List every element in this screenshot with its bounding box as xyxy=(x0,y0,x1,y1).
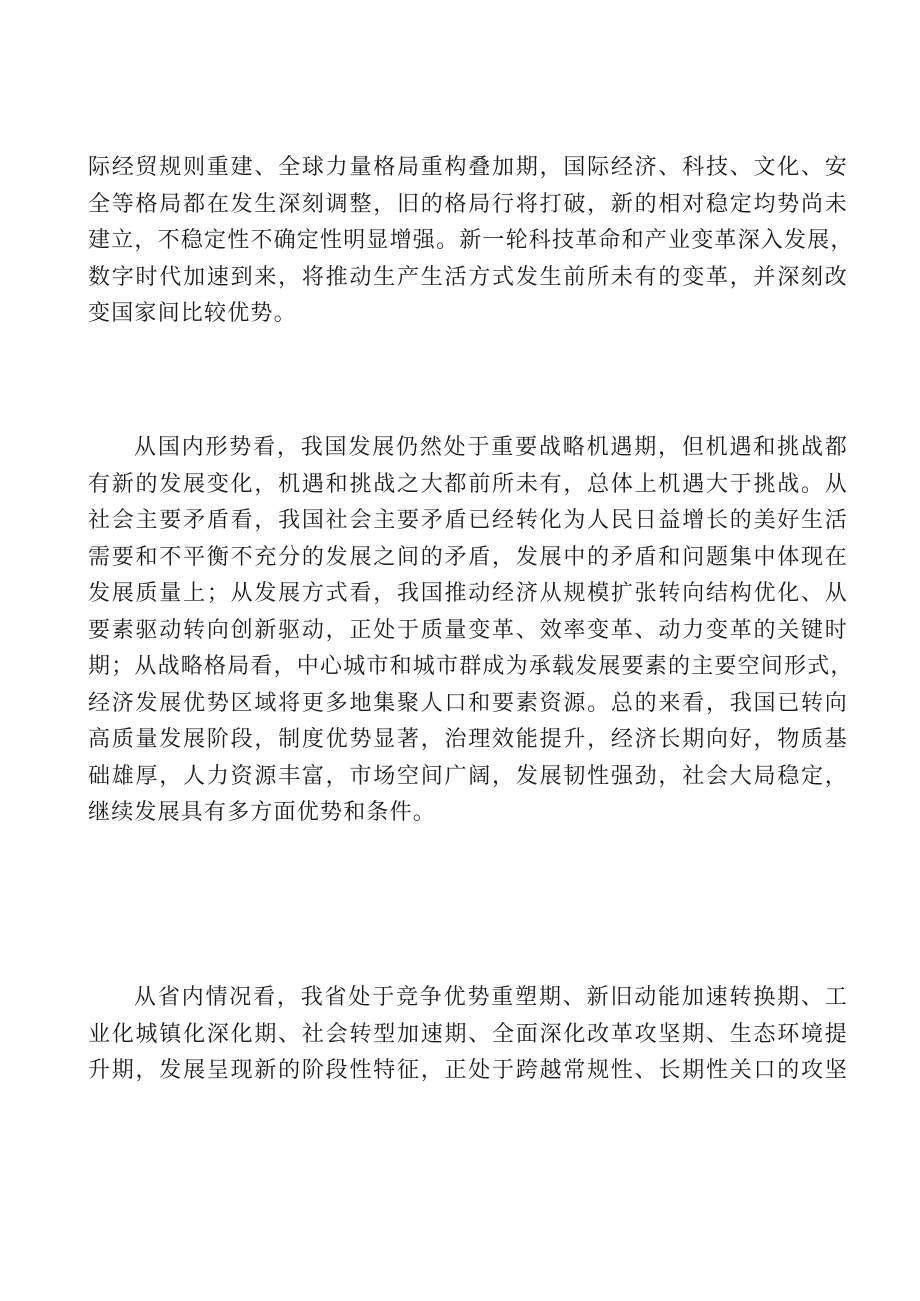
text-line: 有新的发展变化，机遇和挑战之大都前所未有，总体上机遇大于挑战。从 xyxy=(88,471,848,497)
text-line: 从省内情况看，我省处于竞争优势重塑期、新旧动能加速转换期、工 xyxy=(134,985,848,1010)
text-line: 际经贸规则重建、全球力量格局重构叠加期，国际经济、科技、文化、安 xyxy=(88,155,848,180)
text-line: 需要和不平衡不充分的发展之间的矛盾，发展中的矛盾和问题集中体现在 xyxy=(88,544,848,570)
text-line: 经济发展优势区域将更多地集聚人口和要素资源。总的来看，我国已转向 xyxy=(88,690,848,716)
text-line: 建立，不稳定性不确定性明显增强。新一轮科技革命和产业变革深入发展， xyxy=(88,228,854,253)
text-line: 发展质量上；从发展方式看，我国推动经济从规模扩张转向结构优化、从 xyxy=(88,581,848,606)
text-line: 升期，发展呈现新的阶段性特征，正处于跨越常规性、长期性关口的攻坚 xyxy=(88,1058,848,1083)
paragraph-international-situation xyxy=(88,150,854,333)
text-line: 础雄厚，人力资源丰富，市场空间广阔，发展韧性强劲，社会大局稳定， xyxy=(88,763,848,789)
text-line: 继续发展具有多方面优势和条件。 xyxy=(88,800,437,825)
text-line: 全等格局都在发生深刻调整，旧的格局行将打破，新的相对稳定均势尚未 xyxy=(88,191,848,217)
text-line: 业化城镇化深化期、社会转型加速期、全面深化改革攻坚期、生态环境提 xyxy=(88,1021,848,1047)
text-line: 期；从战略格局看，中心城市和城市群成为承载发展要素的主要空间形式， xyxy=(88,654,854,679)
text-line: 变国家间比较优势。 xyxy=(88,301,297,326)
text-line: 要素驱动转向创新驱动，正处于质量变革、效率变革、动力变革的关键时 xyxy=(88,617,848,643)
paragraph-domestic-situation xyxy=(88,430,854,832)
text-line: 数字时代加速到来，将推动生产生活方式发生前所未有的变革，并深刻改 xyxy=(88,264,848,290)
text-line: 社会主要矛盾看，我国社会主要矛盾已经转化为人民日益增长的美好生活 xyxy=(88,508,848,533)
text-line: 从国内形势看，我国发展仍然处于重要战略机遇期，但机遇和挑战都 xyxy=(134,435,848,460)
paragraph-provincial-situation xyxy=(88,980,848,1090)
text-line: 高质量发展阶段，制度优势显著，治理效能提升，经济长期向好，物质基 xyxy=(88,727,848,752)
